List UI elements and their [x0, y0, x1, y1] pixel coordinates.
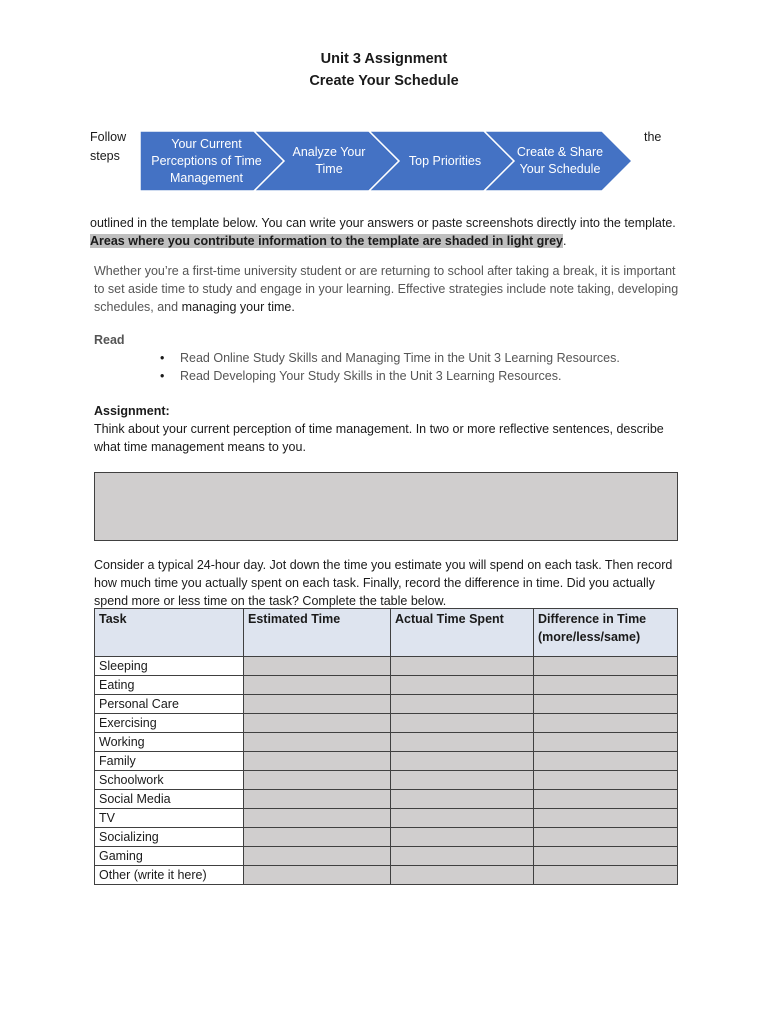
bullet-icon: • [160, 369, 165, 383]
table-row [95, 790, 678, 809]
page-subtitle: Create Your Schedule [309, 73, 459, 89]
task-cell: TV [95, 809, 244, 828]
estimated-cell[interactable] [244, 809, 391, 828]
estimated-cell[interactable] [244, 866, 391, 885]
header-estimated-time: Estimated Time [244, 609, 391, 657]
actual-cell[interactable] [391, 771, 534, 790]
consider-paragraph: Consider a typical 24-hour day. Jot down the time you estimate you will spend on each task. Then record how much time you actually spent on each task. Finally, record the difference in time. Did you actually spend more or less time on the task? Complete the table below. [94, 558, 673, 608]
estimated-cell[interactable] [244, 828, 391, 847]
page-title: Unit 3 Assignment [320, 51, 448, 67]
header-task: Task [95, 609, 244, 657]
actual-cell[interactable] [391, 714, 534, 733]
read-heading: Read [94, 333, 125, 347]
assignment-prompt: Think about your current perception of time management. In two or more reflective sentences, describe what time management means to you. [94, 422, 664, 454]
estimated-cell[interactable] [244, 657, 391, 676]
grey-shading-highlight: Areas where you contribute information to the template are shaded in light grey [90, 234, 563, 248]
table-row [95, 752, 678, 771]
actual-cell[interactable] [391, 866, 534, 885]
task-cell: Working [95, 733, 244, 752]
table-row [95, 657, 678, 676]
table-row [95, 676, 678, 695]
difference-cell[interactable] [534, 809, 678, 828]
table-row [95, 695, 678, 714]
table-header-row [95, 609, 678, 657]
task-cell: Other (write it here) [95, 866, 244, 885]
table-row [95, 771, 678, 790]
table-row [95, 828, 678, 847]
difference-cell[interactable] [534, 790, 678, 809]
read-list [160, 349, 620, 385]
difference-cell[interactable] [534, 847, 678, 866]
estimated-cell[interactable] [244, 847, 391, 866]
actual-cell[interactable] [391, 733, 534, 752]
overview-paragraph [94, 262, 680, 316]
header-difference: Difference in Time (more/less/same) [534, 609, 678, 657]
step-label-3: Top Priorities [408, 153, 482, 168]
estimated-cell[interactable] [244, 752, 391, 771]
difference-cell[interactable] [534, 733, 678, 752]
the-text: the [644, 130, 662, 144]
task-cell: Gaming [95, 847, 244, 866]
bullet-icon: • [160, 351, 165, 365]
task-cell: Schoolwork [95, 771, 244, 790]
actual-cell[interactable] [391, 676, 534, 695]
estimated-cell[interactable] [244, 733, 391, 752]
follow-steps-text: Follow steps [90, 130, 127, 163]
actual-cell[interactable] [391, 752, 534, 771]
step-label-2: Analyze Your Time [292, 145, 366, 176]
estimated-cell[interactable] [244, 771, 391, 790]
table-row [95, 866, 678, 885]
overview-text: Whether you’re a first-time university student or are returning to school after taking a break, it is important to set aside time to study and engage in your learning. Effective strategies include note taking, developing schedules, and [94, 264, 679, 314]
table-row [95, 714, 678, 733]
estimated-cell[interactable] [244, 676, 391, 695]
list-item: • Read Online Study Skills and Managing Time in the Unit 3 Learning Resources. [160, 351, 620, 365]
time-table [94, 608, 678, 885]
overview-text-end: managing your time. [181, 300, 295, 314]
estimated-cell[interactable] [244, 695, 391, 714]
actual-cell[interactable] [391, 790, 534, 809]
answer-input-area[interactable] [94, 472, 678, 541]
estimated-cell[interactable] [244, 790, 391, 809]
table-row [95, 809, 678, 828]
task-cell: Personal Care [95, 695, 244, 714]
difference-cell[interactable] [534, 771, 678, 790]
task-cell: Exercising [95, 714, 244, 733]
task-cell: Eating [95, 676, 244, 695]
difference-cell[interactable] [534, 695, 678, 714]
difference-cell[interactable] [534, 714, 678, 733]
difference-cell[interactable] [534, 866, 678, 885]
actual-cell[interactable] [391, 809, 534, 828]
instructions-paragraph [90, 214, 680, 250]
table-row [95, 733, 678, 752]
actual-cell[interactable] [391, 695, 534, 714]
difference-cell[interactable] [534, 657, 678, 676]
instructions-period: . [563, 234, 567, 248]
list-item: • Read Developing Your Study Skills in the Unit 3 Learning Resources. [160, 369, 562, 383]
step-label-4: Create & Share Your Schedule [516, 145, 604, 176]
instructions-text: outlined in the template below. You can write your answers or paste screenshots directly into the template. [90, 216, 676, 230]
difference-cell[interactable] [534, 752, 678, 771]
assignment-heading: Assignment: [94, 404, 170, 418]
task-cell: Socializing [95, 828, 244, 847]
task-cell: Social Media [95, 790, 244, 809]
step-label-1: Your Current Perceptions of Time Management [151, 136, 262, 185]
actual-cell[interactable] [391, 847, 534, 866]
header-actual-time: Actual Time Spent [391, 609, 534, 657]
difference-cell[interactable] [534, 676, 678, 695]
difference-cell[interactable] [534, 828, 678, 847]
estimated-cell[interactable] [244, 714, 391, 733]
task-cell: Sleeping [95, 657, 244, 676]
table-row [95, 847, 678, 866]
actual-cell[interactable] [391, 657, 534, 676]
task-cell: Family [95, 752, 244, 771]
actual-cell[interactable] [391, 828, 534, 847]
